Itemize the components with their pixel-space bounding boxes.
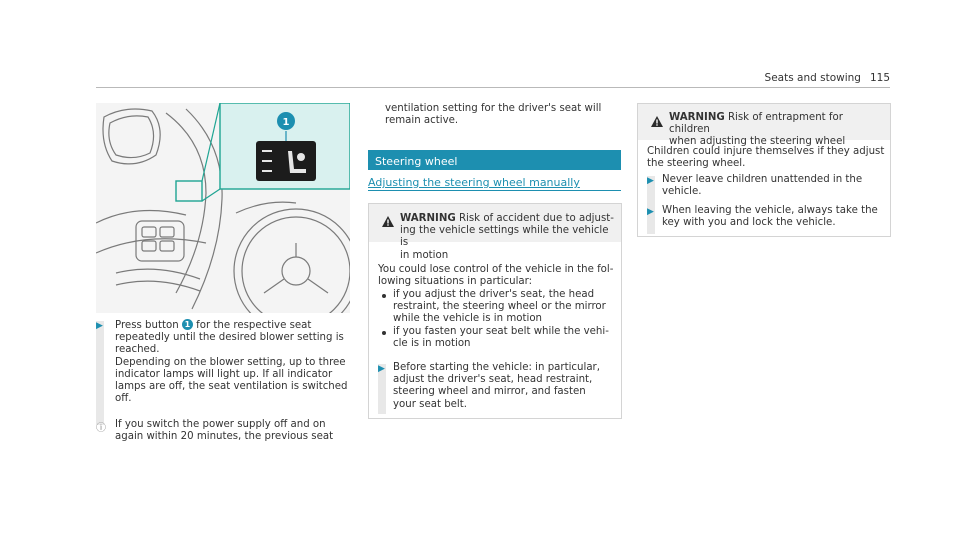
section-heading: Steering wheel — [368, 150, 621, 170]
warning-label: WARNING — [400, 213, 456, 224]
warning-head-text: WARNING Risk of accident due to adjust- ing the vehicle settings while the vehicle is in motion — [400, 213, 614, 261]
callout-number: 1 — [282, 117, 290, 128]
warning-box-entrapment — [637, 103, 891, 237]
action-arrow-icon: ▶ — [96, 321, 103, 331]
warning-body: You could lose control of the vehicle in the fol- lowing situations in particular: — [378, 264, 614, 288]
warning-bullet-1: if you adjust the driver's seat, the head restraint, the steering wheel or the mirror while the vehicle is in motion — [393, 289, 606, 325]
info-note: If you switch the power supply off and on again within 20 minutes, the previous seat — [115, 419, 334, 443]
warning-box-accident — [368, 203, 622, 419]
warning-triangle-icon — [382, 216, 394, 227]
subsection-heading: Adjusting the steering wheel manually — [368, 176, 580, 189]
continued-text: ventilation setting for the driver's seat will remain active. — [385, 103, 602, 127]
warning-head-text: WARNING Risk of entrapment for children when adjusting the steering wheel — [669, 112, 846, 148]
step-text: Press button 1 for the respective seat repeatedly until the desired blower setting is reached. Depending on the blower setting, up to three indicator lamps will light up. If all indicator lamps are off, the seat ventilation is switched off. — [115, 320, 348, 405]
warning-action-1: Never leave children unattended in the vehicle. — [662, 174, 863, 198]
car-door-illustration — [96, 103, 350, 313]
action-arrow-icon: ▶ — [647, 176, 654, 186]
callout-1-icon: 1 — [182, 319, 193, 330]
bullet-dot — [382, 294, 386, 298]
warning-label: WARNING — [669, 112, 725, 123]
warning-body: Children could injure themselves if they adjust the steering wheel. — [647, 146, 885, 170]
header-rule — [96, 87, 890, 88]
step-bar — [96, 321, 104, 425]
warning-bullet-2: if you fasten your seat belt while the vehi- cle is in motion — [393, 326, 609, 350]
action-arrow-icon: ▶ — [378, 364, 385, 374]
action-arrow-icon: ▶ — [647, 207, 654, 217]
info-icon: ⓘ — [96, 423, 106, 434]
section-name: Seats and stowing — [764, 72, 861, 84]
bullet-dot — [382, 331, 386, 335]
door-panel-drawing — [96, 103, 350, 313]
page-header — [765, 72, 890, 84]
warning-action-2: When leaving the vehicle, always take the key with you and lock the vehicle. — [662, 205, 878, 229]
subsection-rule — [368, 190, 621, 191]
warning-triangle-icon — [651, 116, 663, 127]
page-number: 115 — [869, 72, 890, 84]
warning-action: Before starting the vehicle: in particular, adjust the driver's seat, head restraint, steering wheel and mirror, and fasten your seat belt. — [393, 362, 600, 410]
